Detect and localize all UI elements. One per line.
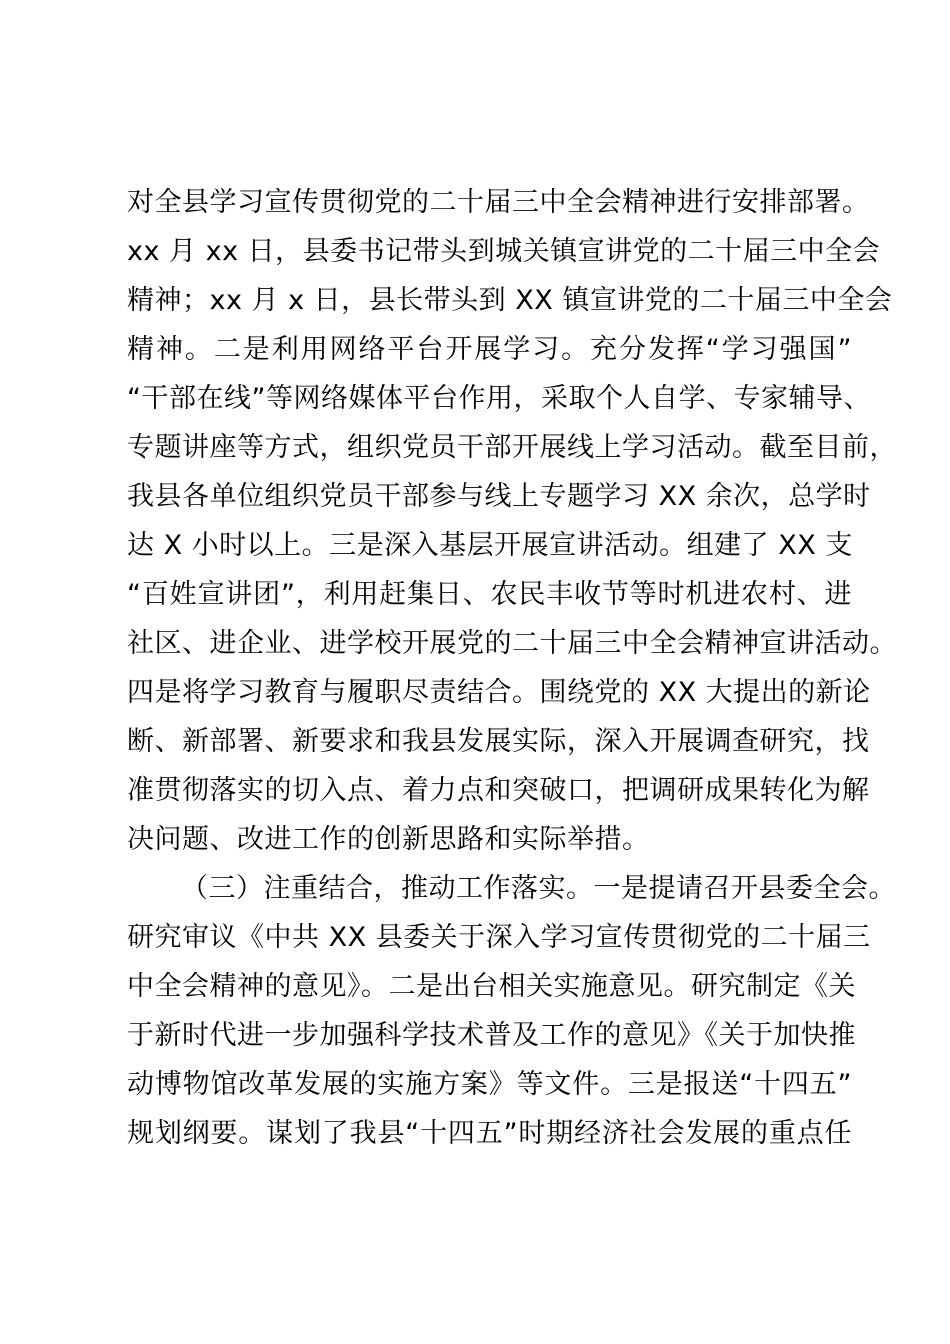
- text-line: “百姓宣讲团”，利用赶集日、农民丰收节等时机进农村、进: [127, 579, 852, 610]
- text-line: 达 X 小时以上。三是深入基层开展宣讲活动。组建了 XX 支: [127, 530, 853, 561]
- text-line: 中全会精神的意见》。二是出台相关实施意见。研究制定《关: [127, 971, 856, 1002]
- text-line: 动博物馆改革发展的实施方案》等文件。三是报送“十四五”: [127, 1069, 852, 1100]
- text-line: 研究审议《中共 XX 县委关于深入学习宣传贯彻党的二十届三: [127, 922, 871, 953]
- text-line: 四是将学习教育与履职尽责结合。围绕党的 XX 大提出的新论: [127, 677, 871, 708]
- text-line: 我县各单位组织党员干部参与线上专题学习 XX 余次，总学时: [127, 481, 871, 512]
- text-line: 专题讲座等方式，组织党员干部开展线上学习活动。截至目前，: [127, 432, 897, 463]
- text-line: 决问题、改进工作的创新思路和实际举措。: [127, 824, 650, 855]
- text-line: xx 月 xx 日，县委书记带头到城关镇宣讲党的二十届三中全会: [127, 236, 881, 267]
- text-line: 断、新部署、新要求和我县发展实际，深入开展调查研究，找: [127, 726, 870, 757]
- text-line: “干部在线”等网络媒体平台作用，采取个人自学、专家辅导、: [127, 383, 871, 414]
- text-line: 精神；xx 月 x 日，县长带头到 XX 镇宣讲党的二十届三中全会: [127, 285, 893, 316]
- text-line: 于新时代进一步加强科学技术普及工作的意见》《关于加快推: [127, 1020, 856, 1051]
- text-line: 社区、进企业、进学校开展党的二十届三中全会精神宣讲活动。: [127, 628, 897, 659]
- text-line: 规划纲要。谋划了我县“十四五”时期经济社会发展的重点任: [127, 1118, 852, 1149]
- section-heading-line: （三）注重结合，推动工作落实。一是提请召开县委全会。: [181, 873, 896, 904]
- text-line: 精神。二是利用网络平台开展学习。充分发挥“学习强国”: [127, 334, 852, 365]
- text-line: 对全县学习宣传贯彻党的二十届三中全会精神进行安排部署。: [127, 187, 870, 218]
- text-line: 准贯彻落实的切入点、着力点和突破口，把调研成果转化为解: [127, 775, 870, 806]
